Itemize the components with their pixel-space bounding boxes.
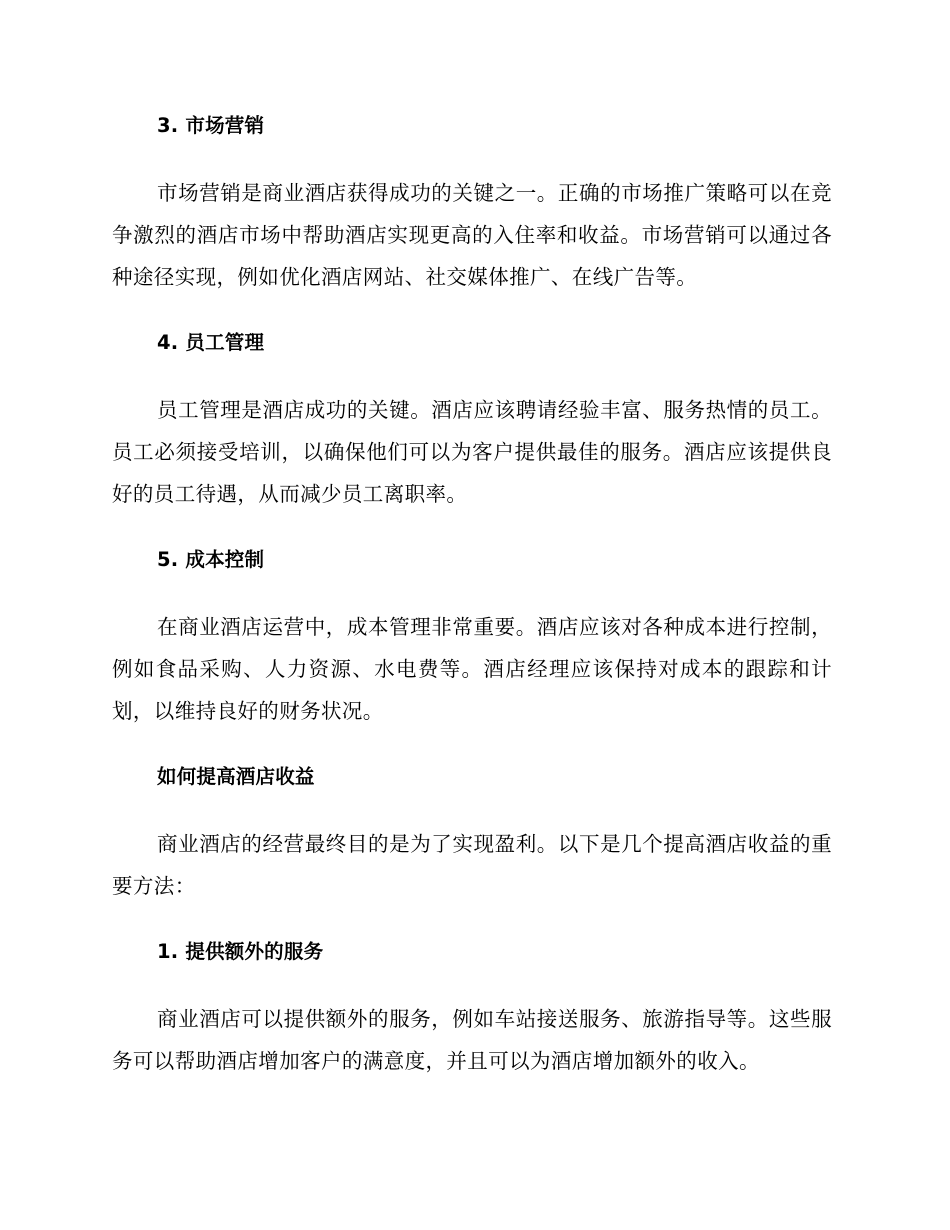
section-heading: 1. 提供额外的服务 [157, 940, 324, 963]
section-marketing [112, 110, 832, 298]
section-cost-control [112, 544, 832, 732]
section-staff-management [112, 327, 832, 515]
section-extra-services [112, 936, 832, 1082]
section-heading: 如何提高酒店收益 [157, 765, 315, 788]
section-heading: 5. 成本控制 [157, 548, 265, 571]
section-heading: 3. 市场营销 [157, 114, 265, 137]
section-heading: 4. 员工管理 [157, 331, 265, 354]
section-paragraph: 员工管理是酒店成功的关键。酒店应该聘请经验丰富、服务热情的员工。员工必须接受培训，以确保他们可以为客户提供最佳的服务。酒店应该提供良好的员工待遇，从而减少员工离职率。 [112, 398, 832, 506]
section-paragraph: 商业酒店的经营最终目的是为了实现盈利。以下是几个提高酒店收益的重要方法： [112, 832, 832, 898]
section-paragraph: 商业酒店可以提供额外的服务，例如车站接送服务、旅游指导等。这些服务可以帮助酒店增加客户的满意度，并且可以为酒店增加额外的收入。 [112, 1007, 832, 1073]
section-paragraph: 市场营销是商业酒店获得成功的关键之一。正确的市场推广策略可以在竞争激烈的酒店市场中帮助酒店实现更高的入住率和收益。市场营销可以通过各种途径实现，例如优化酒店网站、社交媒体推广、在线广告等。 [112, 181, 832, 289]
section-paragraph: 在商业酒店运营中，成本管理非常重要。酒店应该对各种成本进行控制，例如食品采购、人力资源、水电费等。酒店经理应该保持对成本的跟踪和计划，以维持良好的财务状况。 [112, 615, 832, 723]
section-revenue [112, 761, 832, 907]
